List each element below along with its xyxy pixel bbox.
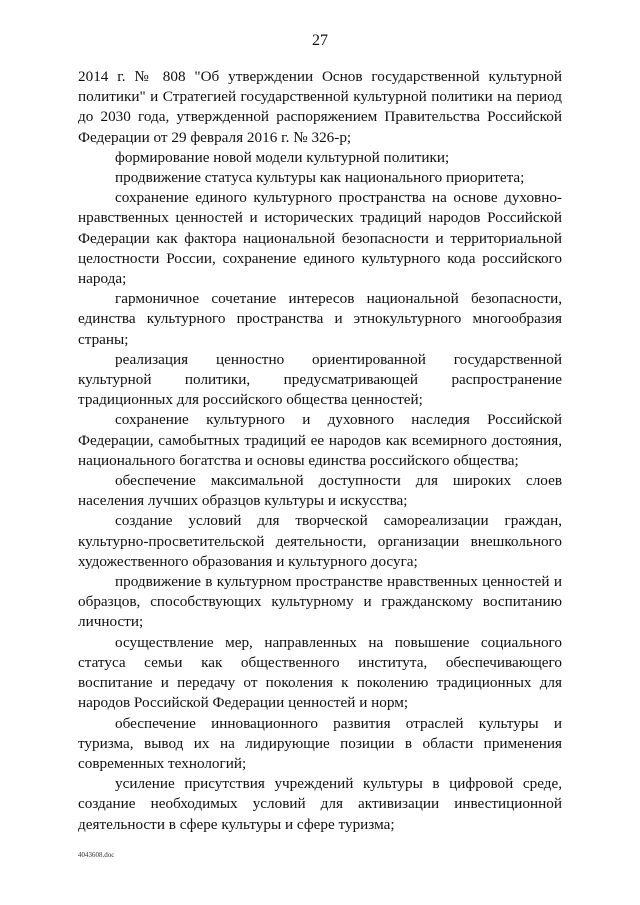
document-body xyxy=(78,67,562,835)
paragraph: формирование новой модели культурной политики; xyxy=(115,148,450,166)
paragraph: гармоничное сочетание интересов национальной безопасности, единства культурного пространства и этнокультурного многообразия страны; xyxy=(78,290,562,348)
paragraph: сохранение единого культурного пространства на основе духовно-нравственных ценностей и исторических традиций народов Российской Федерации как фактора национальной безопасности и территориальной целостности России, сохранение единого культурного кода российского народа; xyxy=(78,189,562,288)
paragraph: реализация ценностно ориентированной государственной культурной политики, предусматривающей распространение традиционных для российского общества ценностей; xyxy=(78,350,562,409)
footer-filename: 4043608.doc xyxy=(78,851,115,859)
paragraph: обеспечение максимальной доступности для широких слоев населения лучших образцов культуры и искусства; xyxy=(78,472,562,510)
paragraph: осуществление мер, направленных на повышение социального статуса семьи как общественного института, обеспечивающего воспитание и передачу от поколения к поколению традиционных для народов Российской Федерации ценностей и норм; xyxy=(78,633,562,712)
paragraph: сохранение культурного и духовного наследия Российской Федерации, самобытных традиций ее народов как всемирного достояния, национального богатства и основы единства российского общества; xyxy=(78,411,562,469)
paragraph: создание условий для творческой самореализации граждан, культурно-просветительской деятельности, организации внешкольного художественного образования и культурного досуга; xyxy=(78,512,562,570)
paragraph: продвижение в культурном пространстве нравственных ценностей и образцов, способствующих культурному и гражданскому воспитанию личности; xyxy=(78,573,562,631)
paragraph-continuation: 2014 г. № 808 "Об утверждении Основ государственной культурной политики" и Стратегией государственной культурной политики на период до 2030 года, утвержденной распоряжением Правительства Российской Федерации от 29 февраля 2016 г. № 326-р; xyxy=(78,68,562,146)
paragraph: продвижение статуса культуры как национального приоритета; xyxy=(115,169,525,187)
paragraph: обеспечение инновационного развития отраслей культуры и туризма, вывод их на лидирующие позиции в области применения современных технологий; xyxy=(78,714,562,772)
page-number: 27 xyxy=(312,32,328,49)
paragraph: усиление присутствия учреждений культуры в цифровой среде, создание необходимых условий для активизации инвестиционной деятельности в сфере культуры и сфере туризма; xyxy=(78,775,562,833)
